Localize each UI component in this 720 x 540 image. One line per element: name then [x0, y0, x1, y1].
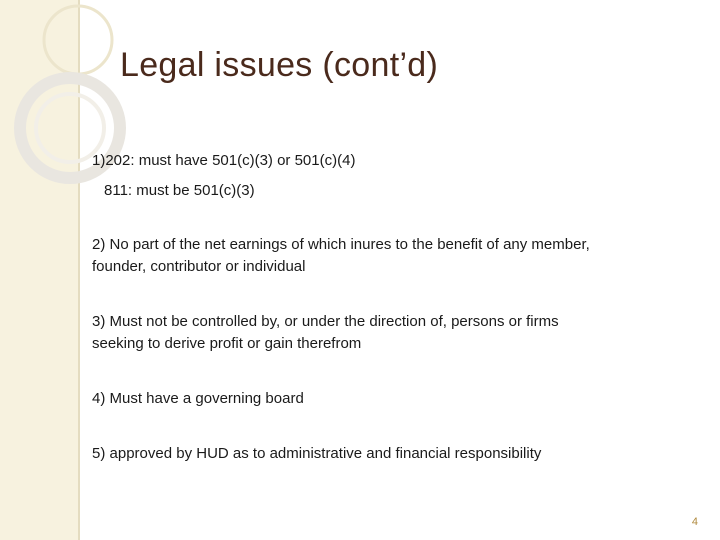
slide-title: Legal issues (cont’d): [120, 46, 439, 84]
item-2-line-2: founder, contributor or individual: [92, 258, 306, 275]
item-2-line-1: 2) No part of the net earnings of which inures to the benefit of any member,: [92, 236, 590, 253]
item-1-line-1: 1)202: must have 501(c)(3) or 501(c)(4): [92, 152, 356, 169]
item-1-line-2: 811: must be 501(c)(3): [104, 182, 255, 199]
item-3-line-2: seeking to derive profit or gain therefrom: [92, 335, 362, 352]
item-3-line-1: 3) Must not be controlled by, or under the direction of, persons or firms: [92, 313, 559, 330]
item-4-line: 4) Must have a governing board: [92, 390, 304, 407]
item-5-line: 5) approved by HUD as to administrative and financial responsibility: [92, 445, 542, 462]
page-number: 4: [691, 516, 698, 528]
